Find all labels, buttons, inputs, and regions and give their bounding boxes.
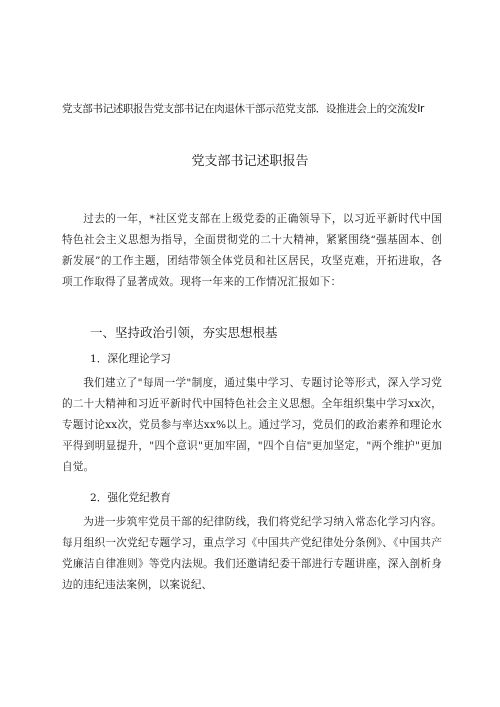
subsection-body-2: 为进一步筑牢党员干部的纪律防线，我们将党纪学习纳入常态化学习内容。每月组织一次党纪专题学习，重点学习《中国共产党纪律处分条例》、《中国共产党廉洁自律准则》等党内法规。我们还邀请纪委干部进行专题讲座，深入剖析身边的违纪违法案例，以案说纪、 xyxy=(62,516,442,591)
document-title: 党支部书记述职报告 xyxy=(191,154,309,169)
section-heading-1: 一、坚持政治引领，夯实思想根基 xyxy=(90,325,278,340)
intro-paragraph: 过去的一年，*社区党支部在上级党委的正确领导下，以习近平新时代中国特色社会主义思想为指导，全面贯彻党的二十大精神，紧紧围绕“强基固本、创新发展”的工作主题，团结带领全体党员和社区居民，攻坚克难，开拓进取，各项工作取得了显著成效。现将一年来的工作情况汇报如下： xyxy=(62,213,442,288)
subsection-body-1: 我们建立了"每周一学"制度，通过集中学习、专题讨论等形式，深入学习党的二十大精神和习近平新时代中国特色社会主义思想。全年组织集中学习xx次，专题讨论xx次，党员参与率达xx%以上。通过学习，党员们的政治素养和理论水平得到明显提升，"四个意识"更加牢固，"四个自信"更加坚定，"两个维护"更加自觉。 xyxy=(62,377,442,473)
document-header: 党支部书记述职报告党支部书记在肉退休干部示范党支部．设推进会上的交流发Ir xyxy=(62,103,424,115)
subsection-heading-2: 2．强化党纪教育 xyxy=(90,492,171,504)
subsection-heading-1: 1．深化理论学习 xyxy=(90,353,171,365)
